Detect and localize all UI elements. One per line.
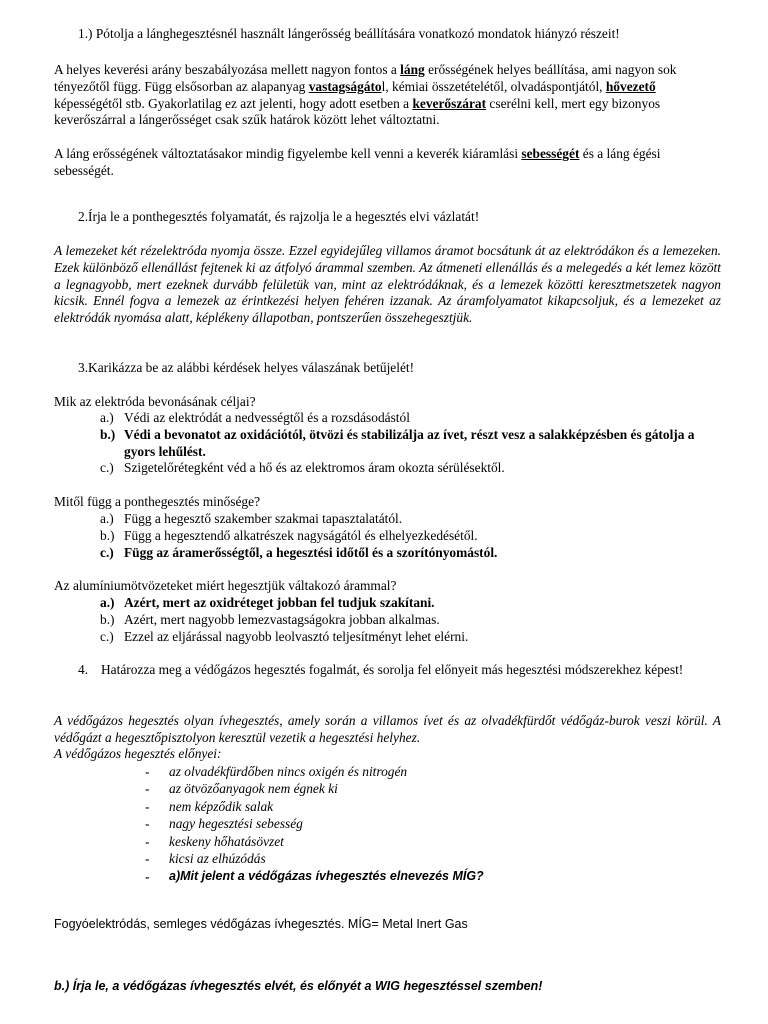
- advantage-item: - nagy hegesztési sebesség: [145, 816, 303, 831]
- mc2-option-a[interactable]: a.) Függ a hegesztő szakember szakmai tapasztalatától.: [100, 511, 403, 526]
- fill-in-answer-5: sebességét: [521, 146, 580, 161]
- mc2-option-c-correct[interactable]: c.) Függ az áramerősségtől, a hegesztési időtől és a szorítónyomástól.: [100, 545, 498, 560]
- mc3-option-a-correct[interactable]: a.) Azért, mert az oxidréteget jobban fel tudjuk szakítani.: [100, 595, 435, 610]
- q4-advantages-heading: A védőgázos hegesztés előnyei:: [54, 746, 222, 761]
- mc-question-3: Az alumíniumötvözeteket miért hegesztjük váltakozó árammal?: [54, 578, 397, 593]
- q2-answer: A lemezeket két rézelektróda nyomja össze. Ezzel egyidejűleg villamos áramot bocsátunk át az elektródákon és a lemezeken. Ezek különböző ellenállást fejtenek ki az átfolyó árammal szemben. Az átmeneti ellenállás és a melegedés a két lemez között a legnagyobb, mert ezeknek durvább felületük van, mint az elektródáknak, és a lemezek közötti keresztmetszetek nagyon kicsik. Ennél fogva a lemezek az érintkezési helyen fehéren izzanak. Az áramfolyamatot kikapcsoljuk, és a lemezeket az elektródák nyomása alatt, képlékeny állapotban, pontszerűen összehegesztjük.: [54, 243, 721, 326]
- q1-paragraph-2: A láng erősségének változtatásakor mindig figyelembe kell venni a keverék kiáramlási sebességét és a láng égési sebességét.: [54, 146, 661, 178]
- advantage-item: - nem képződik salak: [145, 799, 274, 814]
- mc-question-1: Mik az elektróda bevonásának céljai?: [54, 394, 256, 409]
- advantage-item: - az olvadékfürdőben nincs oxigén és nitrogén: [145, 764, 408, 779]
- q3-title: 3.Karikázza be az alábbi kérdések helyes válaszának betűjelét!: [78, 360, 415, 375]
- mc1-option-a[interactable]: a.) Védi az elektródát a nedvességtől és a rozsdásodástól: [100, 410, 410, 425]
- subquestion-a: - a)Mit jelent a védőgázas ívhegesztés elnevezés MÍG?: [145, 869, 484, 884]
- advantage-item: - kicsi az elhúzódás: [145, 851, 266, 866]
- mc1-option-c[interactable]: c.) Szigetelőrétegként véd a hő és az elektromos áram okozta sérülésektől.: [100, 460, 505, 475]
- mc1-option-b-correct[interactable]: b.) Védi a bevonatot az oxidációtól, ötvözi és stabilizálja az ívet, részt vesz a salakképzésben és gátolja a gyors lehűlést.: [100, 427, 695, 459]
- q4-answer: A védőgázos hegesztés olyan ívhegesztés, amely során a villamos ívet és az olvadékfürdőt védőgáz-burok veszi körül. A védőgázt a hegesztőpisztolyon keresztül vezetik a hegesztési helyhez.: [54, 713, 721, 745]
- fill-in-answer-3: hővezető: [605, 78, 656, 94]
- mc3-option-b[interactable]: b.) Azért, mert nagyobb lemezvastagságokra jobban alkalmas.: [100, 612, 440, 627]
- q1-paragraph-1: A helyes keverési arány beszabályozása mellett nagyon fontos a láng erősségének helyes beállítása, ami nagyon sok tényezőtől függ. Függ elsősorban az alapanyag vastagságátol, kémiai összetételétől, olvadáspontjától, hővezető képességétől stb. Gyakorlatilag ez azt jelenti, hogy adott esetben a keverőszárat cserélni kell, mert egy bizonyos keverőszárral a lángerősséget csak szűk határok között lehet változtatni.: [54, 62, 677, 128]
- mc3-option-c[interactable]: c.) Ezzel az eljárással nagyobb leolvasztó teljesítményt lehet elérni.: [100, 629, 469, 644]
- fill-in-answer-1: láng: [400, 62, 425, 77]
- q1-title: 1.) Pótolja a lánghegesztésnél használt lángerősség beállítására vonatkozó mondatok hiányzó részeit!: [78, 26, 620, 41]
- q4-title: 4. Határozza meg a védőgázos hegesztés fogalmát, és sorolja fel előnyeit más hegesztési módszerekhez képest!: [78, 662, 684, 677]
- subquestion-b: b.) Írja le, a védőgázas ívhegesztés elvét, és előnyét a WIG hegesztéssel szemben!: [54, 979, 543, 993]
- fill-in-answer-4: keverőszárat: [412, 95, 487, 111]
- q2-title: 2.Írja le a ponthegesztés folyamatát, és rajzolja le a hegesztés elvi vázlatát!: [78, 209, 480, 224]
- advantage-item: - keskeny hőhatásövzet: [145, 834, 284, 849]
- mc-question-2: Mitől függ a ponthegesztés minősége?: [54, 494, 261, 509]
- advantage-item: - az ötvözőanyagok nem égnek ki: [145, 781, 338, 796]
- mc2-option-b[interactable]: b.) Függ a hegesztendő alkatrészek nagyságától és elhelyezkedésétől.: [100, 528, 478, 543]
- subquestion-a-answer: Fogyóelektródás, semleges védőgázas ívhegesztés. MÍG= Metal Inert Gas: [54, 917, 468, 931]
- fill-in-answer-2: vastagságáto: [308, 78, 382, 94]
